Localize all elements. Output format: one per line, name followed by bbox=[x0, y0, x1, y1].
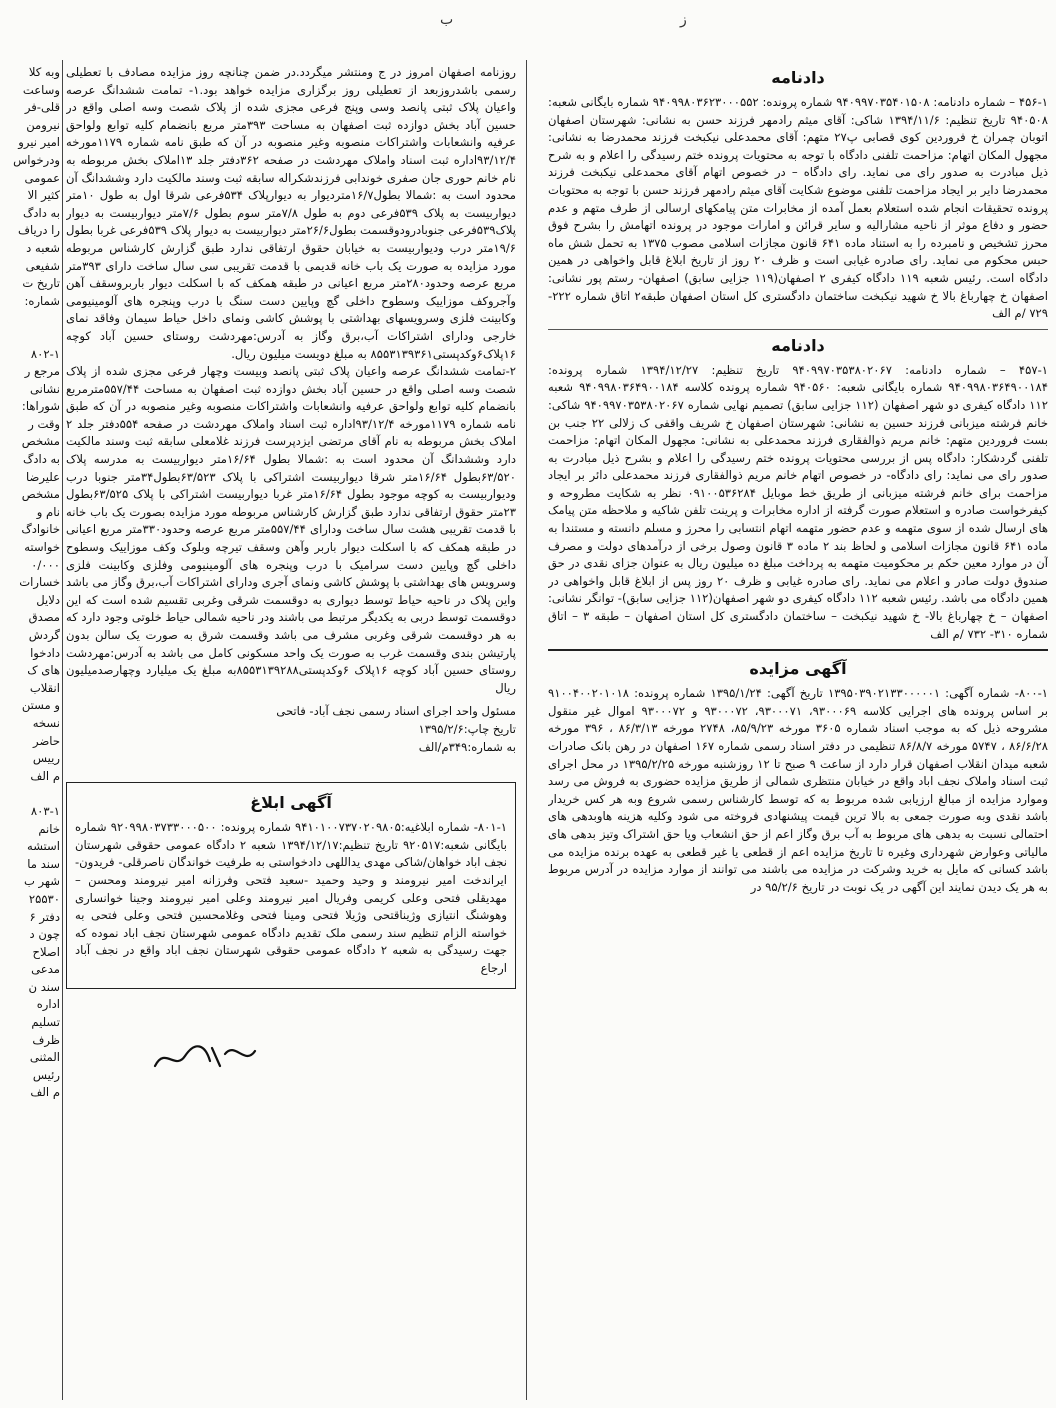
cutoff-text-fragment: م الف bbox=[30, 768, 60, 783]
right-column bbox=[548, 64, 1048, 902]
cutoff-text-fragment: سند ما bbox=[27, 856, 60, 871]
cutoff-text-fragment: المثنی bbox=[29, 1050, 60, 1065]
page-top-margin bbox=[0, 0, 1056, 40]
print-date: تاریخ چاپ:۱۳۹۵/۲/۶ bbox=[418, 721, 516, 736]
column-divider-right bbox=[526, 60, 527, 1400]
notice-body: ۴۵۷-۱ – شماره دادنامه: ۹۴۰۹۹۷۰۳۵۳۸۰۲۰۶۷ تاریخ تنظیم: ۱۳۹۴/۱۲/۲۷ شماره پرونده: ۹۴۰۹۹۸۰۳۶۴۹۰۰۱۸۴ شماره بایگانی شعبه: ۹۴۰۵۶۰ شماره پرونده کلاسه ۹۴۰۹۹۸۰۳۶۴۹۰۰۱۸۴ شعبه ۱۱۲ دادگاه کیفری دو شهر اصفهان (۱۱۲ جزایی سابق) تصمیم نهایی شماره ۹۴۰۹۹۷۰۳۵۳۸۰۲۰۶۷ شاکی: خانم فرشته میزبانی فرزند حسین به نشانی: شهرستان اصفهان خ شریف واقفی ک زلالی ۲۲ جنب بن بست فروردین متهم: خانم مریم ذوالفقاری فرزند محمدعلی به نشانی: مجهول المکان اتهام: مزاحمت تلفنی گردشکار: دادگاه پس از بررسی محتویات پرونده ختم رسیدگی را اعلام و بشرح ذیل مبادرت به صدور رای می نماید: رای دادگاه- در خصوص اتهام خانم مریم ذوالفقاری فرزند محمدعلی دائر بر ایجاد مزاحمت برای خانم فرشته میزبانی از طریق خط موبایل ۰۹۱۰۰۵۳۶۲۸۴ نظر به شکایت مطروحه و کیفرخواست صادره و استعلام صورت گرفته از اداره مخابرات و پرینت تلفن شاکیه و ملاحظه متن پیامک های ارسال شده از سوی متهمه و عدم حضور متهمه اتهام انتسابی را محرز و مسلم دانسته و مستندا به ماده ۶۴۱ قانون مجازات اسلامی و لحاظ بند ۲ ماده ۳ قانون وصول برخی از درآمدهای دولت و مصرف آن در موارد معین حکم بر محکومیت متهمه به پرداخت مبلغ ده میلیون ریال به عنوان جزای نقدی در حق صندوق دولت صادر و اعلام می نماید. رای صادره غیابی و ظرف ۲۰ روز پس از ابلاغ قابل واخواهی در همین دادگاه می باشد. رئیس شعبه ۱۱۲ دادگاه کیفری دو شهر اصفهان(۱۱۲ جزایی سابق)- توانگر نشانی: اصفهان – خ چهارباغ بالا- خ شهید نیکبخت – ساختمان دادگستری کل استان اصفهان – طبقه ۳ – اتاق شماره ۳۱۰- ۷۳۲ /م الف bbox=[548, 362, 1048, 641]
cutoff-text-fragment: تاریخ ت bbox=[22, 276, 60, 291]
cutoff-text-fragment: مرجع ر bbox=[24, 364, 60, 379]
cutoff-text-fragment: رئیس bbox=[32, 1067, 60, 1082]
cutoff-text-fragment bbox=[0, 310, 60, 328]
cutoff-text-fragment: مشخص bbox=[21, 434, 60, 449]
notice-heading: دادنامه bbox=[771, 335, 825, 355]
cutoff-text-fragment: دادخوا bbox=[30, 645, 60, 660]
cutoff-text-fragment: به دادگ bbox=[22, 452, 60, 467]
cutoff-text-fragment: شعبه د bbox=[26, 240, 60, 255]
cutoff-text-fragment: ۰/۰۰۰ bbox=[31, 557, 60, 572]
reference-number: به شماره:۳۴۹م/الف bbox=[418, 739, 516, 754]
cutoff-text-fragment: وقت ر bbox=[28, 416, 60, 431]
cutoff-text-fragment: م الف bbox=[30, 1085, 60, 1100]
official-signature-line: مسئول واحد اجرای اسناد رسمی نجف آباد- فاتحی bbox=[276, 704, 516, 719]
cutoff-text-fragment: علیرضا bbox=[25, 469, 60, 484]
left-cutoff-column bbox=[0, 64, 60, 1404]
cutoff-text-fragment bbox=[0, 785, 60, 803]
cutoff-text-fragment: مصدق bbox=[28, 610, 60, 625]
court-verdict-notice-2 bbox=[548, 334, 1048, 644]
cutoff-text-fragment: خانم bbox=[38, 821, 60, 836]
cutoff-text-fragment: شماره: bbox=[24, 293, 60, 308]
cutoff-text-fragment: وساعت bbox=[22, 82, 60, 97]
notice-body: ۴۵۶-۱ – شماره دادنامه: ۹۴۰۹۹۷۰۳۵۴۰۱۵۰۸ شماره پرونده: ۹۴۰۹۹۸۰۳۶۲۳۰۰۰۵۵۲ شماره بایگانی شعبه: ۹۴۰۵۰۸ تاریخ تنظیم: ۱۳۹۴/۱۱/۶ شاکی: آقای میثم رادمهر فرزند حسن به نشانی: شهرستان اصفهان اتوبان چمران خ فروردین کوی قصابی پ۲۷ متهم: آقای محمدعلی نیکبخت فرزند محمدرضا به نشانی: مجهول المکان اتهام: مزاحمت تلفنی دادگاه با توجه به محتویات پرونده ختم رسیدگی را اعلام و به شرح ذیل مبادرت به صدور رای می نماید. رای دادگاه – در خصوص اتهام آقای محمدعلی نیکبخت فرزند محمدرضا دایر بر ایجاد مزاحمت تلفنی موضوع شکایت آقای میثم رادمهر فرزند حسن با توجه به محتویات پرونده تحقیقات انجام شده استعلام بعمل آمده از مخابرات متن پیامکهای ارسالی از طرف متهم و عدم حضور و دفاع موثر از ناحیه مشارالیه و سایر قرائن و امارات موجود در پرونده اتهامش را بشرح فوق محرز تشخیص و نامبرده را به استناد ماده ۶۴۱ قانون مجازات اسلامی مصوب ۱۳۷۵ به تحمل شش ماه حبس محکوم می نماید. رای صادره غیابی است و ظرف ۲۰ روز از تاریخ ابلاغ قابل واخواهی در همین دادگاه است. رئیس شعبه ۱۱۹ دادگاه کیفری ۲ اصفهان(۱۱۹ جزایی سابق) اصفهان- رستم پور نشانی: اصفهان خ چهارباغ بالا خ شهید نیکبخت ساختمان دادگستری کل استان اصفهان طبقه۲ اتاق شماره ۲۲۲- ۷۲۹ /م الف bbox=[548, 95, 1048, 321]
cutoff-text-fragment: امیر نیرو bbox=[18, 135, 60, 150]
notice-heading: آگهی مزایده bbox=[749, 659, 847, 679]
notice-body: ۸۰۱-۱- شماره ابلاغیه:۹۴۱۰۱۰۰۷۳۷۰۲۰۹۸۰۵ شماره پرونده: ۹۲۰۹۹۸۰۳۷۳۳۰۰۰۵۰۰ شماره بایگانی شعبه:۹۲۰۵۱۷ تاریخ تنظیم:۱۳۹۴/۱۲/۱۷ شعبه ۲ دادگاه عمومی حقوقی شهرستان نجف اباد خواهان/شاکی مهدی یداللهی دادخواستی به طرفیت خواندگان ناصرقلی- فریدون-ایراندخت امیر نیرومند و وحید وحمید -سعید فتحی وفرزانه امیر نیرومند ومحسن – مهدیقلی فتحی وعلی کریمی وفریال امیر نیرومند وعلی امیر نیرومند وجینا خوانساری وهوشنگ انتیازی وژیناقتحی وژیلا فتحی ومینا فتحی وغلامحسین فتحی وعلی فتحی به خواسته الزام تنظیم سند رسمی ملک تقدیم دادگاه عمومی شهرستان نجف اباد نموده که جهت رسیدگی به شعبه ۲ دادگاه عمومی حقوقی شهرستان نجف اباد واقع در نجف آباد ارجاع bbox=[75, 820, 508, 975]
cutoff-text-fragment: دلایل bbox=[36, 592, 60, 607]
cutoff-text-fragment: تسلیم bbox=[31, 1015, 60, 1030]
middle-column bbox=[66, 64, 516, 989]
separator bbox=[548, 649, 1048, 651]
cutoff-text-fragment: ظرف bbox=[32, 1032, 60, 1047]
cutoff-text-fragment: ۸۰۲-۱ bbox=[30, 346, 60, 361]
cutoff-text-fragment: و مستن bbox=[21, 698, 60, 713]
cutoff-text-fragment: خانوادگ bbox=[21, 522, 60, 537]
column-divider-left bbox=[62, 60, 63, 1400]
cutoff-text-fragment: خسارات bbox=[19, 575, 60, 590]
cutoff-text-fragment: های ک bbox=[27, 663, 60, 678]
cutoff-text-fragment: گردش bbox=[28, 628, 60, 642]
cutoff-text-fragment: را دریاف bbox=[17, 223, 60, 238]
cutoff-text-fragment: استشه bbox=[27, 839, 60, 854]
cutoff-text-fragment: به دادگ bbox=[22, 205, 60, 220]
cutoff-text-fragment: رییس bbox=[32, 751, 60, 766]
cutoff-text-fragment: قلی-فر bbox=[24, 100, 60, 115]
cutoff-text-fragment: ۸۰۳-۱ bbox=[30, 803, 60, 818]
top-mark-1: ب bbox=[440, 12, 454, 28]
notice-heading: دادنامه bbox=[771, 68, 825, 87]
cutoff-text-fragment: اصلاح bbox=[32, 944, 60, 959]
notice-body: ۸۰۰-۱- شماره آگهی: ۱۳۹۵۰۳۹۰۲۱۳۳۰۰۰۰۰۱ تاریخ آگهی: ۱۳۹۵/۱/۲۴ شماره پرونده: ۹۱۰۰۴۰۰۲۰۱۰۱۸ بر اساس پرونده های اجرایی کلاسه ۹۳۰۰۰۶۹، ۹۳۰۰۰۷۱، ۹۳۰۰۰۷۲ و ۹۳۰۰۰۷۲ اموال غیر منقول مشروحه ذیل که به موجب اسناد شماره ۳۶۰۵ مورخه ۸۵/۹/۲۳، ۲۷۴۸ مورخه ۸۶/۳/۱۳ ، ۳۹۶ مورخه ۸۶/۶/۲۸ ، ۵۷۴۷ مورخه ۸۶/۸/۷ تنظیمی در دفتر اسناد رسمی شماره ۱۶۷ اصفهان در رهن بانک صادرات شعبه میدان انقلاب اصفهان قرار دارد از ساعت ۹ صبح تا ۱۲ روزشنبه مورخه ۱۳۹۵/۲/۲۵ در محل اجرای ثبت اسناد واملاک نجف اباد واقع در خیابان منتظری شمالی از طریق مزایده حضوری به فروش می رسد وموارد مزایده از مبالغ ارزیابی شده مربوط به که توسط کارشناس رسمی شروع وبه هر کس خریدار باشد نقدی وبه صورت جمعی به بالا ترین قیمت پیشنهادی فروخته می شود وکلیه هزینه هاوبدهی های احتمالی نسبت به بدهی های مربوط به آب برق وگاز اعم از حق انشعاب ویا حق اشتراک وتیز بدهی های مالیاتی وعوارض شهرداری وغیره تا تاریخ مزایده اعم از قطعی یا غیر قطعی به عهده برنده مزایده می باشد کسانی که مایل به خرید وشرکت در مزایده می باشند می توانند از موارد مزایده در آدرس مربوط به هر یک دیدن نمایند این آگهی در یک نوبت در تاریخ ۹۵/۲/۶ در bbox=[548, 686, 1048, 894]
service-notice bbox=[66, 782, 516, 988]
cutoff-text-fragment: نسخه bbox=[32, 715, 60, 730]
cutoff-text-fragment: ودرخواس bbox=[13, 152, 60, 167]
cutoff-text-fragment bbox=[0, 328, 60, 346]
cutoff-text-fragment: نام و bbox=[36, 504, 60, 519]
handwritten-signature bbox=[150, 1036, 260, 1076]
cutoff-text-fragment: انقلاب bbox=[29, 680, 60, 695]
auction-continuation: روزنامه اصفهان امروز در ج ومنتشر میگردد.در ضمن چنانچه روز مزایده مصادف با تعطیلی رسمی باشدروزبعد از تعطیلی روز برگزاری مزایده خواهد بود.۱- تمامت ششدانگ عرصه واعیان پلاک ثبتی پانصد وسی وپنج فرعی مجزی شده از پلاک شصت وسه اصلی واقع در حسین آباد بخش دوازده ثبت اصفهان به مساحت ۳۹۳متر مربع بانضمام کلیه توابع ولواحق عرفیه وانشعابات واشتراکات منصوبه وغیر منصوبه در آن که طبق نامه شماره ۱۱۷۹مورخه ۹۳/۱۲/۴اداره ثبت اسناد واملاک مهردشت در صفحه ۳۶۲دفتر جلد ۱۳املاک بخش مربوطه به نام خانم حوری جان صفری خوندابی فرزندشکراله سابقه ثبت وسند مالکیت دارد وششدانگ آن محدود است به :شمالا بطول۱۶/۷متردیوار به دیوارپلاک ۵۳۴فرعی شرقا اول به طول ۱۰متر دیواربیست به پلاک ۵۳۹فرعی دوم به طول ۷/۸متر سوم بطول ۷/۶متر دیواربیست به دیوار پلاک۵۳۹فرعی جنوبادرودوقسمت بطول۲۶/۶متر دیواربیست به دیوار پلاک ۵۳۹فرعی غربا بطول ۱۹/۶متر درب ودیواربیست به خیابان حقوق ارتفاقی ندارد طبق گزارش کارشناس مربوطه مورد مزایده به صورت یک باب خانه قدیمی با قدمت تقریبی سی سال ساخت دارای ۳۹۳متر مربع عرصه وحدود۲۸۰متر مربع اعیانی در طبقه همکف که با اسکلت دیوار باربروسقف آهن وآجروکف موزاییک وسطوح داخلی گچ وپایین دست سنگ با درب وپنجره های آلومینیومی وکابینت فلزی وسرویسهای بهداشتی با پوشش کاشی ونمای داخل حیاط سیمان وفاقد نمای خارجی ودارای اشتراکات آب،برق وگاز به آدرس:مهردشت روستای حسین آباد کوچه ۱۶پلاک۶وکدپستی۸۵۵۳۱۳۹۳۶۱ به مبلغ دویست میلیون ریال. ۲-تمامت ششدانگ عرصه واعیان پلاک ثبتی پانصد وبیست وچهار فرعی مجزی شده از پلاک شصت وسه اصلی واقع در حسین آباد بخش دوازده ثبت اصفهان به مساحت ۵۵۷/۴۴مترمربع بانضمام کلیه توابع ولواحق عرفیه وانشعابات واشتراکات منصوبه وغیر منصوبه در آن که طبق نامه شماره ۱۱۷۹مورخه ۹۳/۱۲/۴اداره ثبت اسناد واملاک مهردشت در صفحه ۵۵۴دفتر جلد ۲ املاک بخش مربوطه به نام آقای مرتضی ایزدپرست فرزند غلامعلی سابقه ثبت وسند مالکیت دارد وششدانگ آن محدود است به :شمالا بطول ۱۶/۶۴متر دیواربیست به مدرسه پلاک ۶۳/۵۲۰بطول ۱۶/۶۴متر شرقا دیواربیست اشتراکی با پلاک ۶۳/۵۲۳بطول۳۴متر جنوبا درب ودیواربیست به کوچه موجود بطول ۱۶/۶۴متر غربا دیواربیست اشتراکی با پلاک ۶۳/۵۲۵بطول ۲۳متر حقوق ارتفاقی ندارد طبق گزارش کارشناس مربوطه مورد مزایده بصورت یک باب خانه با قدمت تقریبی هشت سال ساخت ودارای ۵۵۷/۴۴متر مربع عرصه وحدود۳۳۰متر مربع اعیانی در طبقه همکف که با اسکلت دیوار باربر وآهن وسقف تیرچه وبلوک وکف موزاییک وسطوح داخلی گچ وپایین دست سرامیک با درب وپنجره های آلومینیومی وفلزی وکابینت فلزی وسرویس های بهداشتی با پوشش کاشی ونمای آجری ودارای اشتراکات آب،برق وگاز می باشد واین پلاک در ناحیه حیاط توسط دیواری به دوقسمت شرقی وغربی تقسیم شده است که این دوقسمت توسط دربی به یکدیگر مرتبط می باشند ودر ناحیه شمالی حیاط خلوتی وجود دارد که به هر دوقسمت شرقی وغربی مشرف می باشد وقسمت شرق به صورت یک سالن بدون پارتیشن بندی وقسمت غرب به صورت یک واحد مسکونی کامل می باشد به آدرس:مهردشت روستای حسین آباد کوچه ۱۶پلاک ۶وکدپستی۸۵۵۳۱۳۹۲۸۸به مبلغ یک میلیارد وچهارصدمیلیون ریال bbox=[66, 65, 516, 695]
cutoff-text-fragment: سند ن bbox=[28, 979, 60, 994]
notice-heading: آگهی ابلاغ bbox=[250, 793, 332, 813]
cutoff-text-fragment: چون د bbox=[29, 927, 60, 942]
cutoff-text-fragment: شهر ب bbox=[23, 874, 60, 889]
cutoff-text-fragment: دفتر ۶ bbox=[29, 909, 60, 924]
cutoff-text-fragment: ۲۵۵۳۰ bbox=[28, 891, 60, 906]
cutoff-text-fragment: اداره bbox=[36, 997, 60, 1012]
auction-notice bbox=[548, 657, 1048, 896]
cutoff-text-fragment: نشانی bbox=[30, 381, 60, 396]
cutoff-text-fragment: خواسته bbox=[24, 540, 60, 555]
cutoff-text-fragment: شوراها: bbox=[21, 399, 60, 414]
top-mark-2: ز bbox=[680, 12, 687, 28]
cutoff-text-fragment: شفیعی bbox=[25, 258, 60, 273]
separator bbox=[548, 329, 1048, 330]
cutoff-text-fragment: عمومی bbox=[24, 170, 60, 185]
cutoff-text-fragment: وبه کلا bbox=[28, 65, 60, 79]
cutoff-text-fragment: کثیر الا bbox=[27, 188, 60, 203]
cutoff-text-fragment: نیرومن bbox=[26, 117, 60, 132]
court-verdict-notice-1 bbox=[548, 66, 1048, 323]
cutoff-text-fragment: حاضر bbox=[33, 733, 60, 748]
cutoff-text-fragment: مشخص bbox=[21, 487, 60, 502]
cutoff-text-fragment: مدعی bbox=[31, 962, 60, 977]
